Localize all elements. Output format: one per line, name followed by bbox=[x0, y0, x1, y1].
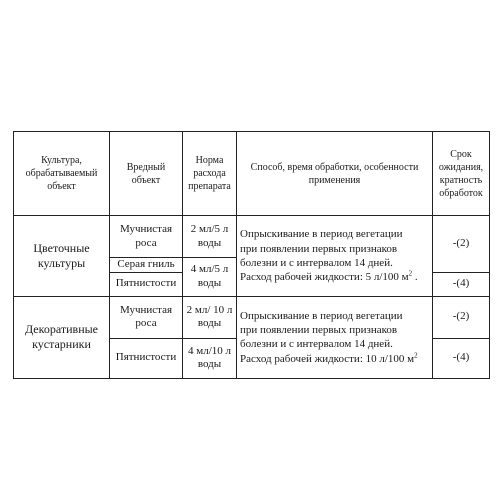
term-shrubs-1: -(2) bbox=[433, 296, 490, 338]
pest-powdery-mildew: Мучнистая роса bbox=[110, 216, 183, 258]
method-shrubs-sup: 2 bbox=[414, 350, 418, 359]
treatment-table-container bbox=[13, 131, 489, 377]
table-row bbox=[14, 296, 490, 338]
method-flowers-line2: при появлении первых признаков bbox=[240, 242, 398, 255]
header-term: Срок ожидания, кратность обработок bbox=[433, 132, 490, 216]
culture-shrubs: Декоративные кустарники bbox=[14, 296, 110, 378]
norm-shrubs-1: 2 мл/ 10 л воды bbox=[183, 296, 237, 338]
method-flowers-line1: Опрыскивание в период вегетации bbox=[240, 228, 403, 241]
header-norm: Норма расхода препарата bbox=[183, 132, 237, 216]
method-flowers-sup: 2 bbox=[408, 269, 413, 278]
table-row bbox=[14, 216, 490, 258]
method-shrubs-line1: Опрыскивание в период вегетации bbox=[240, 309, 403, 322]
method-shrubs-line4: Расход рабочей жидкости: 10 л/100 м bbox=[240, 352, 415, 365]
pest-powdery-mildew-shrubs: Мучнистая роса bbox=[110, 296, 183, 338]
term-flowers-1: -(2) bbox=[433, 216, 490, 273]
pest-spots-shrubs: Пятнистости bbox=[110, 338, 183, 378]
term-flowers-2: -(4) bbox=[433, 272, 490, 296]
header-row bbox=[14, 132, 490, 216]
method-flowers-line3: болезни и с интервалом 14 дней. bbox=[240, 256, 393, 269]
method-flowers-line4: Расход рабочей жидкости: 5 л/100 м bbox=[240, 271, 409, 284]
treatment-table bbox=[13, 131, 490, 379]
norm-flowers-2: 4 мл/5 л воды bbox=[183, 258, 237, 297]
norm-flowers-1: 2 мл/5 л воды bbox=[183, 216, 237, 258]
method-shrubs-line3: болезни и с интервалом 14 дней. bbox=[240, 338, 393, 351]
header-culture: Культура, обрабатываемый объект bbox=[14, 132, 110, 216]
method-flowers-end: . bbox=[412, 271, 418, 284]
method-shrubs bbox=[237, 296, 433, 378]
culture-flowers: Цветочные культуры bbox=[14, 216, 110, 297]
method-flowers bbox=[237, 216, 433, 297]
term-shrubs-2: -(4) bbox=[433, 338, 490, 378]
pest-spots: Пятнистости bbox=[110, 272, 183, 296]
norm-shrubs-2: 4 мл/10 л воды bbox=[183, 338, 237, 378]
pest-gray-mold: Серая гниль bbox=[110, 258, 183, 273]
method-shrubs-line2: при появлении первых признаков bbox=[240, 323, 398, 336]
header-method: Способ, время обработки, особенности применения bbox=[237, 132, 433, 216]
header-pest: Вредный объект bbox=[110, 132, 183, 216]
